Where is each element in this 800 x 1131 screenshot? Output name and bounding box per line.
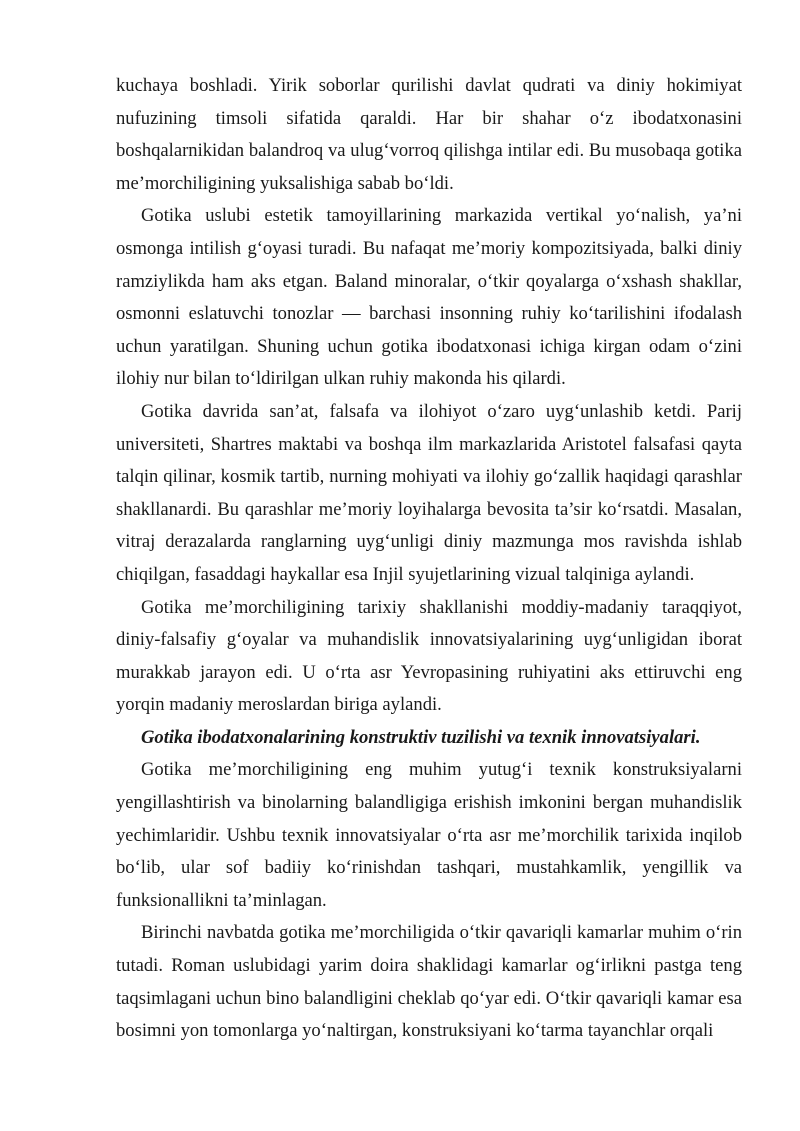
- document-page: [116, 70, 742, 1048]
- paragraph-pointed-arches: Birinchi navbatda gotika me’morchiligida o‘tkir qavariqli kamarlar muhim o‘rin tutadi. Roman uslubidagi yarim doira shaklidagi kamarlar og‘irlikni pastga teng taqsimlagani uchun bino balandligini cheklab qo‘yar edi. O‘tkir qavariqli kamar esa bosimni yon tomonlarga yo‘naltirgan, konstruksiyani ko‘tarma tayanchlar orqali: [116, 922, 742, 1042]
- paragraph-vertical-direction: Gotika uslubi estetik tamoyillarining markazida vertikal yo‘nalish, ya’ni osmonga intilish g‘oyasi turadi. Bu nafaqat me’moriy kompozitsiyada, balki diniy ramziylikda ham aks etgan. Baland minoralar, o‘tkir qoyalarga o‘xshash shakllar, osmonni eslatuvchi tonozlar — barchasi insonning ruhiy ko‘tarilishini ifodalash uchun yaratilgan. Shuning uchun gotika ibodatxonasi ichiga kirgan odam o‘zini ilohiy nur bilan to‘ldirilgan ulkan ruhiy makonda his qilardi.: [116, 205, 742, 390]
- paragraph-continuation: kuchaya boshladi. Yirik soborlar qurilishi davlat qudrati va diniy hokimiyat nufuzining timsoli sifatida qaraldi. Har bir shahar o‘z ibodatxonasini boshqalarnikidan balandroq va ulug‘vorroq qilishga intilar edi. Bu musobaqa gotika me’morchiligining yuksalishiga sabab bo‘ldi.: [116, 75, 742, 194]
- paragraph-technical-achievement: Gotika me’morchiligining eng muhim yutug‘i texnik konstruksiyalarni yengillashtirish va binolarning balandligiga erishish imkonini bergan muhandislik yechimlaridir. Ushbu texnik innovatsiyalar o‘rta asr me’morchilik tarixida inqilob bo‘lib, ular sof badiiy ko‘rinishdan tashqari, mustahkamlik, yengillik va funksionallikni ta’minlagan.: [116, 759, 742, 911]
- section-heading: Gotika ibodatxonalarining konstruktiv tuzilishi va texnik innovatsiyalari.: [141, 726, 701, 748]
- paragraph-art-philosophy: Gotika davrida san’at, falsafa va ilohiyot o‘zaro uyg‘unlashib ketdi. Parij universiteti, Shartres maktabi va boshqa ilm markazlarida Aristotel falsafasi qayta talqin qilinar, kosmik tartib, nurning mohiyati va ilohiy go‘zallik haqidagi qarashlar shakllanardi. Bu qarashlar me’moriy loyihalarga bevosita ta’sir ko‘rsatdi. Masalan, vitraj derazalarda ranglarning uyg‘unligi diniy mazmunga mos ravishda ishlab chiqilgan, fasaddagi haykallar esa Injil syujetlarining vizual talqiniga aylandi.: [116, 400, 742, 585]
- paragraph-historical-formation: Gotika me’morchiligining tarixiy shakllanishi moddiy-madaniy taraqqiyot, diniy-falsafiy g‘oyalar va muhandislik innovatsiyalarining uyg‘unligidan iborat murakkab jarayon edi. U o‘rta asr Yevropasining ruhiyatini aks ettiruvchi eng yorqin madaniy meroslardan biriga aylandi.: [116, 596, 742, 716]
